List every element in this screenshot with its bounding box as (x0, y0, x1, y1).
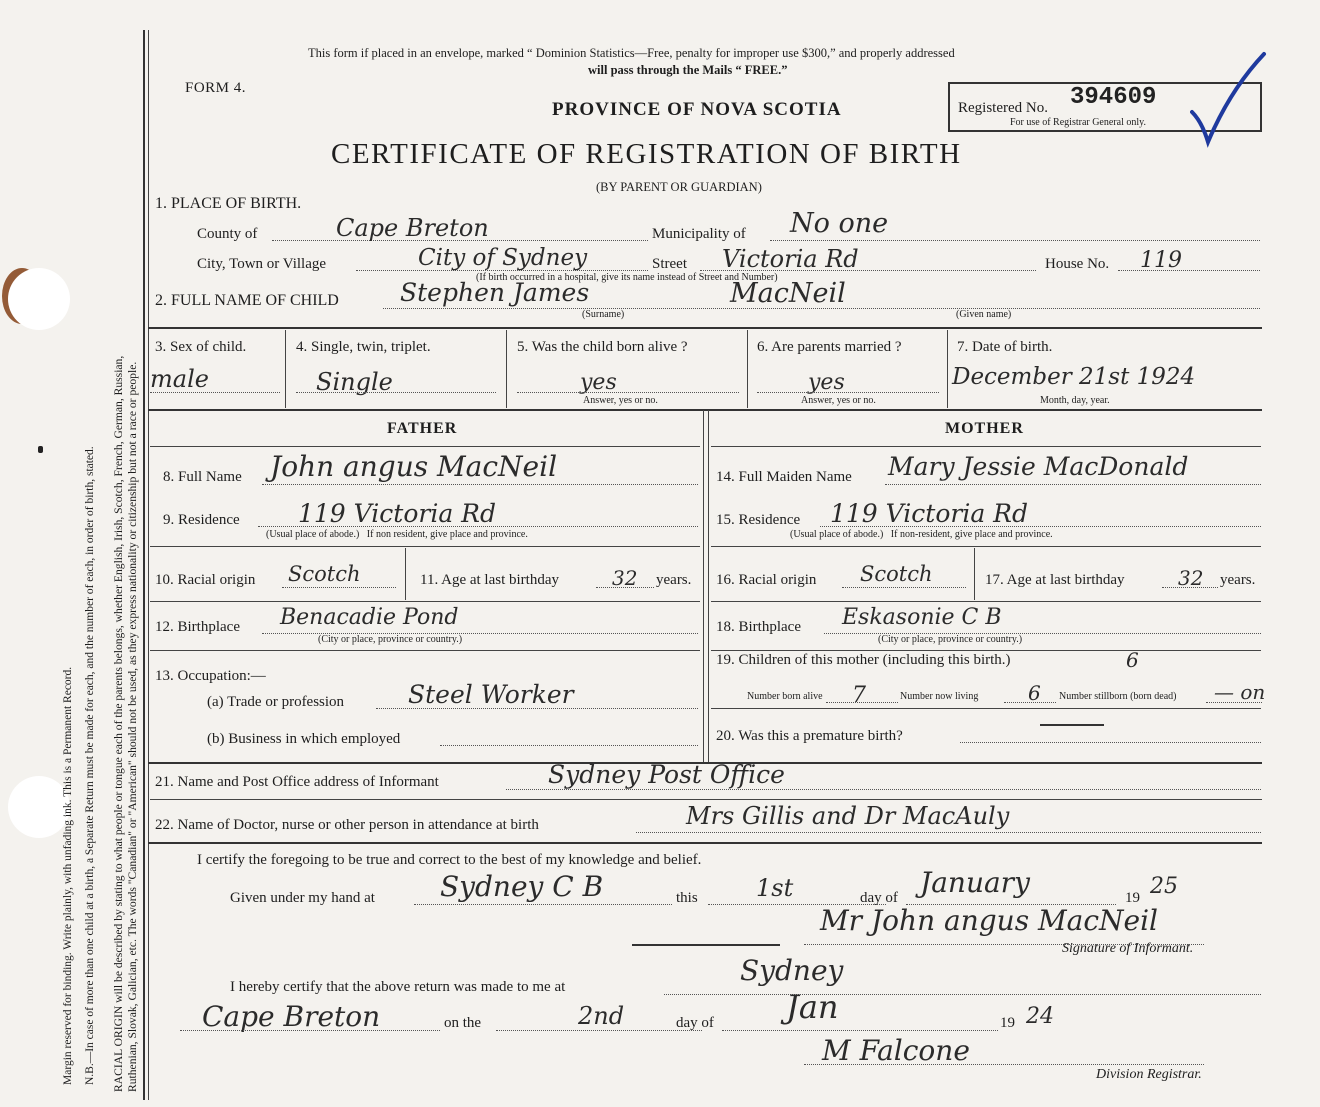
municipality-label: Municipality of (652, 226, 746, 242)
surname-caption: (Surname) (582, 309, 625, 320)
born-alive-count-value: 7 (852, 683, 866, 708)
father-age-years: years. (656, 572, 692, 588)
form-left-rule (143, 30, 145, 1100)
county-value: Cape Breton (336, 214, 489, 242)
stillborn-label: Number stillborn (born dead) (1059, 691, 1177, 702)
registrar-county-value: Cape Breton (202, 1000, 381, 1033)
place-of-birth-heading: 1. PLACE OF BIRTH. (155, 195, 302, 212)
hospital-note: (If birth occurred in a hospital, give its name instead of Street and Number) (476, 272, 778, 283)
certify-statement: I certify the foregoing to be true and correct to the best of my knowledge and belief. (197, 852, 702, 868)
sidebar-note-4: Ruthenian, Slovak, Galician, etc. The words "Canadian" or "American" should not be used, as they express nationality or citizenship but not a race or people. (126, 361, 139, 1092)
house-label: House No. (1045, 256, 1110, 272)
father-age-value: 32 (612, 566, 638, 590)
mother-name-label: 14. Full Maiden Name (716, 469, 852, 485)
sidebar-note-2: N.B.—In case of more than one child at a birth, a Separate Return must be made for each, and the number of each, in order of birth, stated. (84, 446, 96, 1085)
trade-value: Steel Worker (408, 680, 574, 709)
children-of-mother-label (716, 652, 1011, 669)
date-of-birth-caption: Month, day, year. (1040, 395, 1110, 406)
city-value: City of Sydney (418, 245, 588, 271)
born-alive-caption: Answer, yes or no. (583, 395, 658, 406)
parents-married-label: 6. Are parents married ? (757, 339, 902, 355)
informant-value: Sydney Post Office (548, 760, 785, 789)
doctor-value: Mrs Gillis and Dr MacAuly (686, 802, 1010, 830)
father-age-label: 11. Age at last birthday (420, 572, 559, 588)
parents-married-value: yes (808, 370, 845, 395)
given-month-value: January (920, 866, 1030, 899)
father-racial-value: Scotch (288, 562, 361, 586)
mother-racial-value: Scotch (860, 562, 933, 586)
stillborn-value: — on (1214, 680, 1266, 704)
registrar-place-value: Sydney (740, 954, 844, 987)
given-year-suffix: 25 (1150, 874, 1178, 899)
sidebar-note-1: Margin reserved for binding. Write plainly, with unfading ink. This is a Permanent Record. (62, 666, 74, 1085)
this-label: this (676, 890, 698, 906)
father-birthplace-label: 12. Birthplace (155, 619, 240, 635)
sidebar-note-3: RACIAL ORIGIN will be described by stating to what people or tongue each of the parents belongs, whether English, Irish, Scotch, French, German, Russian, (112, 355, 125, 1092)
mother-heading: MOTHER (945, 420, 1024, 437)
day-of-label: day of (860, 890, 898, 906)
children-of-mother-value: 6 (1126, 648, 1139, 672)
informant-signature-caption: Signature of Informant. (1062, 941, 1194, 956)
mother-residence-label: 15. Residence (716, 512, 801, 528)
date-of-birth-label: 7. Date of birth. (957, 339, 1053, 355)
given-place-value: Sydney C B (440, 870, 604, 903)
business-label: (b) Business in which employed (207, 731, 401, 747)
house-value: 119 (1140, 248, 1182, 273)
registrar-certify-text: I hereby certify that the above return was made to me at (230, 979, 566, 995)
plurality-value: Single (316, 368, 393, 396)
child-name-label: 2. FULL NAME OF CHILD (155, 292, 339, 309)
street-label: Street (652, 256, 687, 272)
ink-mark (38, 446, 43, 453)
doctor-label: 22. Name of Doctor, nurse or other person in attendance at birth (155, 817, 539, 833)
registered-label: Registered No. (958, 100, 1048, 116)
sex-value: male (150, 365, 209, 393)
column-divider (703, 410, 704, 762)
plurality-label: 4. Single, twin, triplet. (296, 339, 431, 355)
premature-label: 20. Was this a premature birth? (716, 728, 903, 744)
father-residence-value: 119 Victoria Rd (298, 499, 496, 528)
city-label: City, Town or Village (197, 256, 327, 272)
mother-birthplace-caption: (City or place, province or country.) (878, 634, 1023, 645)
mother-racial-label: 16. Racial origin (716, 572, 817, 588)
born-alive-label: 5. Was the child born alive ? (517, 339, 688, 355)
mother-age-label: 17. Age at last birthday (985, 572, 1125, 588)
mother-name-value: Mary Jessie MacDonald (888, 452, 1189, 481)
mother-age-value: 32 (1178, 566, 1204, 590)
registrar-year-prefix: 19 (1000, 1015, 1015, 1031)
binding-hole-bottom (8, 776, 70, 838)
registrar-year-suffix: 24 (1026, 1004, 1054, 1029)
registrar-day-value: 2nd (578, 1002, 625, 1030)
children-of-mother-text: 19. Children of this mother (including this birth.) (716, 652, 1011, 668)
child-given-name: Stephen James (400, 278, 590, 307)
father-residence-caption: (Usual place of abode.) If non resident, give place and province. (266, 529, 528, 540)
county-label: County of (197, 226, 258, 242)
mother-birthplace-label: 18. Birthplace (716, 619, 801, 635)
born-alive-value: yes (580, 370, 617, 395)
father-heading: FATHER (387, 420, 458, 437)
father-birthplace-caption: (City or place, province or country.) (318, 634, 463, 645)
left-signature-rule (632, 944, 780, 946)
registrar-signature: M Falcone (822, 1034, 970, 1067)
check-mark-icon (1190, 50, 1270, 150)
father-racial-label: 10. Racial origin (155, 572, 256, 588)
on-the-label: on the (444, 1015, 482, 1031)
province-heading: PROVINCE OF NOVA SCOTIA (552, 99, 842, 120)
municipality-value: No one (790, 208, 889, 239)
registrar-day-of-label: day of (676, 1015, 714, 1031)
mother-residence-value: 119 Victoria Rd (830, 499, 1028, 528)
registrar-month-value: Jan (786, 988, 839, 1026)
mail-note-line-1: This form if placed in an envelope, marked “ Dominion Statistics—Free, penalty for improper use $300,” and properly addressed (308, 46, 955, 60)
trade-label: (a) Trade or profession (207, 694, 345, 710)
now-living-value: 6 (1028, 681, 1041, 705)
form-left-rule-inner (148, 30, 149, 1100)
now-living-label: Number now living (900, 691, 979, 702)
registrar-caption: Division Registrar. (1096, 1067, 1202, 1082)
born-alive-count-label: Number born alive (747, 691, 823, 702)
given-under-label: Given under my hand at (230, 890, 375, 906)
informant-signature: Mr John angus MacNeil (820, 904, 1158, 937)
registered-number: 394609 (1070, 84, 1157, 111)
premature-value-dash (1040, 724, 1104, 726)
given-name-caption: (Given name) (956, 309, 1012, 320)
registrar-only-note: For use of Registrar General only. (1010, 117, 1146, 128)
informant-label: 21. Name and Post Office address of Informant (155, 774, 439, 790)
child-surname: MacNeil (730, 278, 846, 309)
father-birthplace-value: Benacadie Pond (280, 605, 459, 630)
father-residence-label: 9. Residence (163, 512, 240, 528)
mail-note-line-2: will pass through the Mails “ FREE.” (588, 63, 788, 77)
binding-hole-top (8, 268, 70, 330)
mother-age-years: years. (1220, 572, 1256, 588)
father-name-value: John angus MacNeil (270, 450, 558, 483)
sex-label: 3. Sex of child. (155, 339, 247, 355)
father-name-label: 8. Full Name (163, 469, 242, 485)
occupation-label: 13. Occupation:— (155, 668, 266, 684)
mother-birthplace-value: Eskasonie C B (842, 605, 1002, 630)
street-value: Victoria Rd (722, 245, 859, 273)
parents-married-caption: Answer, yes or no. (801, 395, 876, 406)
given-day-value: 1st (756, 874, 794, 902)
certificate-title: CERTIFICATE OF REGISTRATION OF BIRTH (331, 138, 962, 170)
given-year-prefix: 19 (1125, 890, 1140, 906)
date-of-birth-value: December 21st 1924 (952, 364, 1196, 390)
certificate-subtitle: (BY PARENT OR GUARDIAN) (596, 180, 762, 194)
form-number: FORM 4. (185, 80, 247, 96)
mother-residence-caption: (Usual place of abode.) If non-resident, give place and province. (790, 529, 1053, 540)
